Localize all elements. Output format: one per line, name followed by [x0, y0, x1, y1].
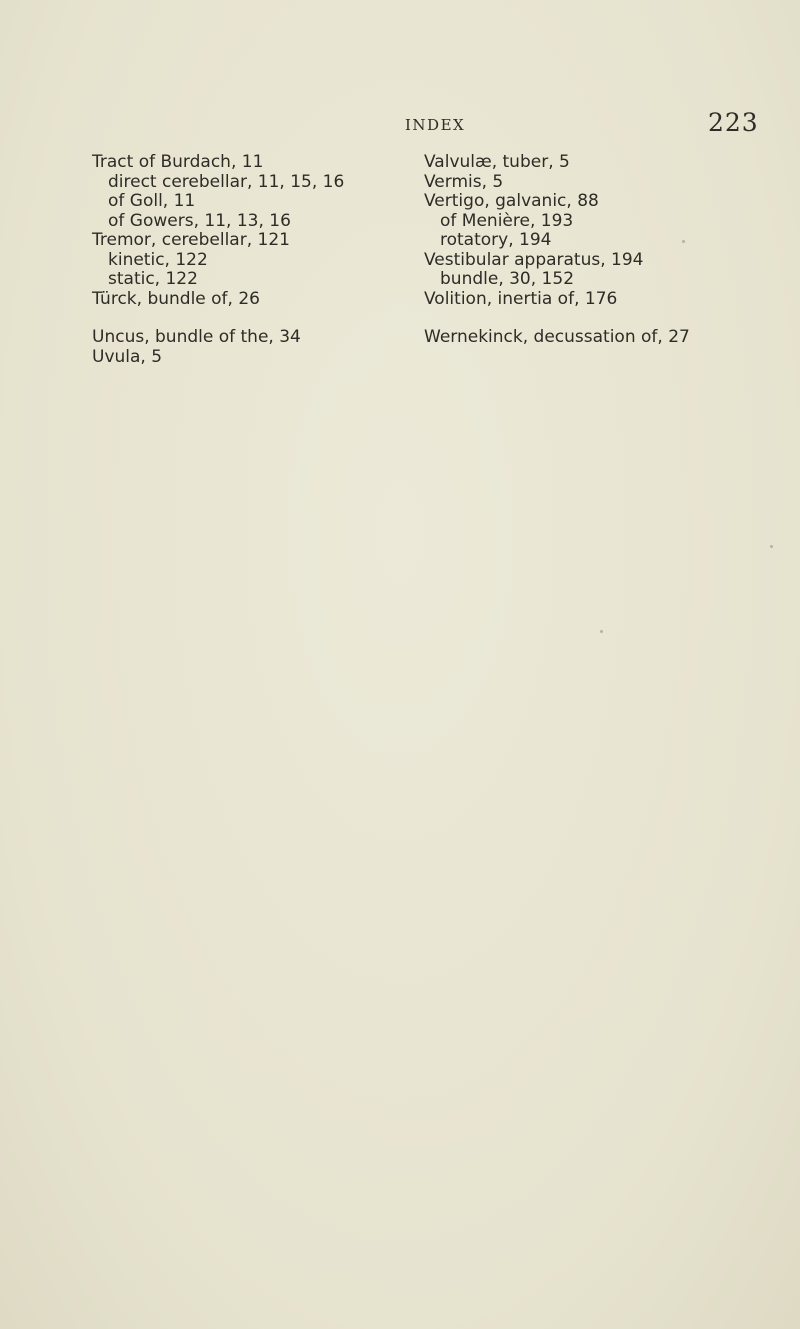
page-header [0, 108, 800, 148]
index-subentry: of Gowers, 11, 13, 16 [108, 210, 291, 231]
index-column-left [92, 153, 412, 367]
index-entry: Uncus, bundle of the, 34 [92, 327, 301, 347]
index-entry: Volition, inertia of, 176 [424, 288, 618, 309]
index-entry: Uvula, 5 [92, 346, 163, 367]
running-head: INDEX [405, 116, 466, 134]
index-entry: Valvulæ, tuber, 5 [424, 152, 570, 172]
index-entry: Vertigo, galvanic, 88 [424, 191, 599, 211]
page-number: 223 [708, 108, 759, 137]
index-subentry: direct cerebellar, 11, 15, 16 [108, 171, 345, 192]
index-entry: Vestibular apparatus, 194 [424, 249, 644, 270]
index-column-right [424, 153, 754, 348]
index-entry: Wernekinck, decussation of, 27 [424, 327, 690, 347]
paper-speck [682, 240, 685, 243]
index-entry: Tract of Burdach, 11 [92, 152, 264, 172]
index-entry: Vermis, 5 [424, 171, 504, 192]
index-subentry: of Menière, 193 [440, 210, 574, 231]
index-entry: Tremor, cerebellar, 121 [92, 230, 290, 250]
index-subentry: of Goll, 11 [108, 191, 196, 211]
index-entry: Türck, bundle of, 26 [92, 288, 260, 309]
index-subentry: kinetic, 122 [108, 249, 208, 270]
index-subentry: static, 122 [108, 269, 198, 289]
paper-speck [600, 630, 603, 633]
index-subentry: bundle, 30, 152 [440, 269, 575, 289]
paper-speck [770, 545, 773, 548]
index-subentry: rotatory, 194 [440, 230, 552, 250]
